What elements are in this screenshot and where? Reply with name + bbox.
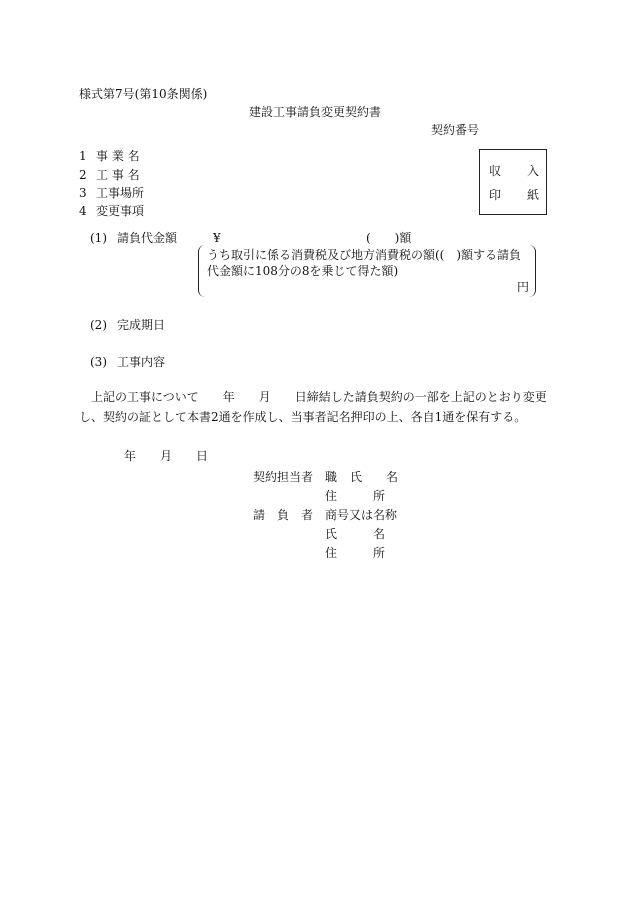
item-number: 2 — [79, 168, 87, 182]
paragraph-line-2: し、契約の証として本書2通を作成し、当事者記名押印の上、各自1通を保有する。 — [79, 410, 527, 424]
sub-item-number: (2) — [90, 318, 107, 332]
officer-address-label: 住 所 — [325, 489, 386, 503]
contractor-label: 請 負 者 — [253, 508, 314, 522]
item-number: 4 — [79, 204, 87, 218]
completion-date-label: 完成期日 — [117, 318, 166, 332]
amount-change-label: ( )額 — [366, 231, 412, 245]
contract-amount-label: 請負代金額 — [117, 231, 178, 245]
sub-item-number: (1) — [90, 231, 107, 245]
tax-note-line-2: 代金額に108分の8を乗じて得た額) — [207, 264, 399, 278]
stamp-char-1: 収 — [489, 164, 502, 178]
tax-note-line-1: うち取引に係る消費税及び地方消費税の額(( )額する請負 — [207, 248, 522, 262]
tax-amount-box — [198, 245, 536, 297]
officer-name-label: 氏 名 — [350, 470, 399, 484]
stamp-char-4: 紙 — [527, 188, 540, 202]
paragraph-line-1: 上記の工事について 年 月 日締結した請負契約の一部を上記のとおり変更 — [91, 390, 547, 404]
work-content-label: 工事内容 — [117, 355, 166, 369]
contract-officer-label: 契約担当者 — [253, 470, 314, 484]
form-label: 様式第7号(第10条関係) — [79, 87, 208, 101]
date-line: 年 月 日 — [124, 449, 209, 463]
contractor-name-label: 氏 名 — [325, 527, 386, 541]
item-number: 3 — [79, 186, 87, 200]
item-label-work-name: 工 事 名 — [96, 168, 140, 182]
tax-yen-unit: 円 — [516, 280, 529, 294]
contract-number-label: 契約番号 — [431, 123, 480, 137]
document-title: 建設工事請負変更契約書 — [249, 105, 382, 119]
sub-item-number: (3) — [90, 355, 107, 369]
contractor-address-label: 住 所 — [325, 546, 386, 560]
item-label-work-location: 工事場所 — [96, 186, 145, 200]
item-label-business-name: 事 業 名 — [96, 149, 140, 163]
stamp-char-3: 印 — [489, 188, 502, 202]
stamp-char-2: 入 — [527, 164, 540, 178]
item-label-changes: 変更事項 — [96, 204, 145, 218]
revenue-stamp-box — [479, 149, 547, 215]
officer-position-label: 職 — [325, 470, 338, 484]
agreement-paragraph — [79, 387, 554, 427]
item-number: 1 — [79, 149, 87, 163]
yen-symbol: ¥ — [213, 231, 221, 245]
trade-name-label: 商号又は名称 — [325, 508, 398, 522]
